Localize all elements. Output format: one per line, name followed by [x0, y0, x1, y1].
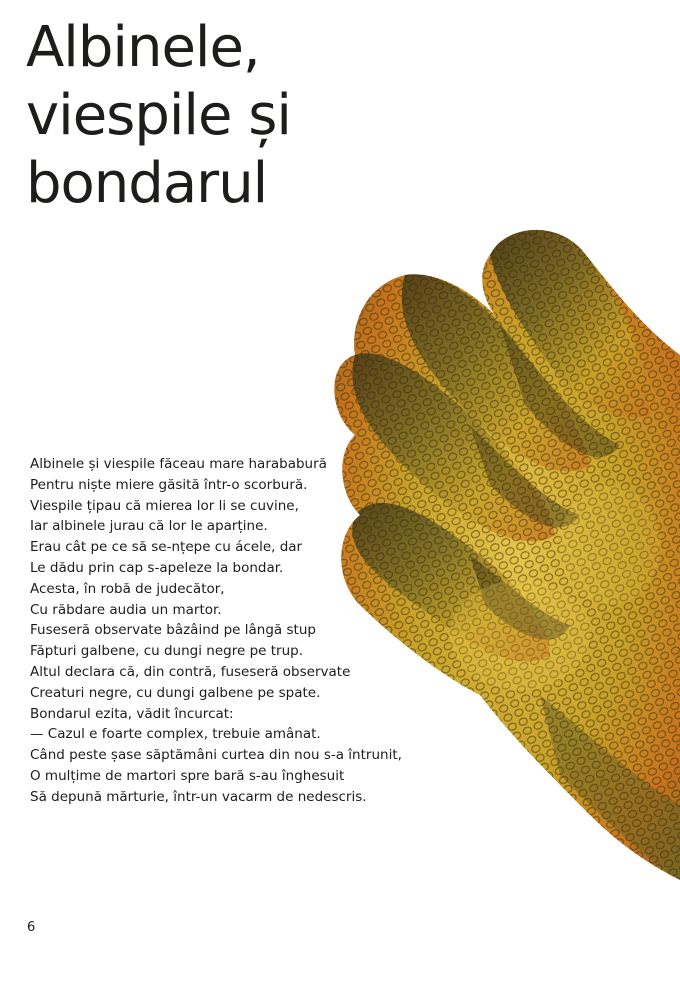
poem-line: Fuseseră observate bâzâind pe lângă stup	[30, 622, 316, 639]
hand-shape	[320, 215, 680, 895]
poem-line: Făpturi galbene, cu dungi negre pe trup.	[30, 643, 303, 660]
poem-line: Viespile țipau că mierea lor li se cuvine,	[30, 497, 299, 514]
title-line: Albinele,	[26, 15, 260, 80]
poem-line: Le dădu prin cap s-apeleze la bondar.	[30, 559, 284, 576]
title-line: bondarul	[26, 151, 268, 216]
poem-line: Acesta, în robă de judecător,	[30, 580, 225, 597]
poem-line: Bondarul ezita, vădit încurcat:	[30, 705, 234, 722]
poem-line: Creaturi negre, cu dungi galbene pe spate.	[30, 684, 321, 701]
poem-line: Cu răbdare audia un martor.	[30, 601, 222, 618]
poem-line: — Cazul e foarte complex, trebuie amânat.	[30, 726, 321, 743]
poem-line: Să depună mărturie, într-un vacarm de nedescris.	[30, 788, 367, 805]
page-number: 6	[27, 920, 36, 935]
page-title	[26, 14, 356, 218]
poem-line: Erau cât pe ce să se-nțepe cu ácele, dar	[30, 539, 303, 556]
poem-line: Când peste șase săptămâni curtea din nou s-a întrunit,	[30, 747, 402, 764]
poem-line: Albinele și viespile făceau mare harababură	[30, 456, 327, 472]
poem-line: Pentru niște miere găsită într-o scorbură.	[30, 476, 308, 493]
honeycomb-hand-illustration	[320, 215, 680, 895]
poem-line: Altul declara că, din contră, fuseseră observate	[30, 663, 351, 680]
title-line: viespile și	[26, 83, 291, 148]
poem-line: Iar albinele jurau că lor le aparține.	[30, 518, 268, 535]
poem-line: O mulțime de martori spre bară s-au înghesuit	[30, 767, 345, 784]
